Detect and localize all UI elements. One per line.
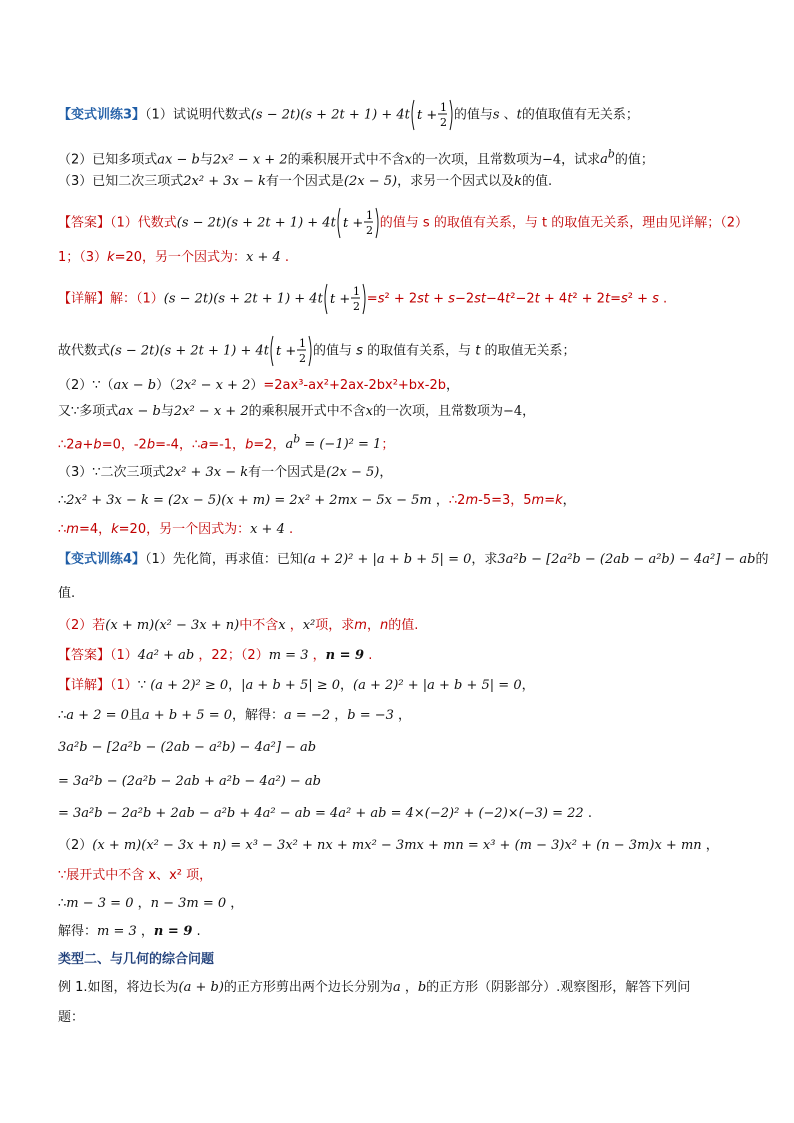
exercise-4-cont: 值. [58, 586, 76, 601]
example-1-line-1: 例 1.如图，将边长为(a + b)的正方形剪出两个边长分别为a ，b的正方形（阴影部分）.观察图形，解答下列问 [58, 980, 691, 995]
detail-4-line-1: 【详解】（1）∵ (a + 2)² ≥ 0，|a + b + 5| ≥ 0，(a + 2)² + |a + b + 5| = 0， [58, 678, 535, 693]
exercise-4-part-2: （2）若(x + m)(x² − 3x + n)中不含x ，x²项，求m，n的值. [58, 618, 419, 633]
detail-4-line-6: （2）(x + m)(x² − 3x + n) = x³ − 3x² + nx + mx² − 3mx + mn = x³ + (m − 3)x² + (n − 3m)x + mn ， [58, 838, 719, 853]
section-heading-type-2: 类型二、与几何的综合问题 [58, 952, 215, 967]
svg-text:1: 1 [352, 285, 360, 298]
svg-text:1: 1 [365, 209, 373, 222]
detail-3-line-5: ∴2a+b=0，-2b=-4，∴a=-1，b=2，$a^b = (-1)^2 = 1$； [58, 433, 395, 453]
svg-text:t +: t + [416, 108, 438, 123]
detail-4-line-9: 解得：m = 3 ，n = 9 . [58, 924, 201, 939]
detail-4-line-8: ∴m − 3 = 0 ，n − 3m = 0 ， [58, 896, 244, 911]
detail-4-line-3: 3a²b − [2a²b − (2ab − a²b) − 4a²] − ab [58, 740, 317, 755]
exercise-3-part-3: （3）已知二次三项式2x² + 3x − k有一个因式是(2x − 5)，求另一个因式以及k的值. [58, 174, 553, 189]
detail-3-line-1: 【详解】解：（1）(s − 2t)(s + 2t + 1) + 4t t + 1 2 =s² + 2st + s−2st−4t²−2t + 4t² + 2t=s² + s . [58, 282, 667, 316]
exercise-4-part-1: 【变式训练4】（1）先化简，再求值：已知(a + 2)² + |a + b + 5| = 0，求3a²b − [2a²b − (2ab − a²b) − 4a²] − ab的 [58, 552, 769, 567]
exercise-3-part-2: （2）已知多项式ax − b与2x² − x + 2的乘积展开式中不含x的一次项，且常数项为−4，试求$a^b$的值； [58, 148, 654, 168]
svg-text:2: 2 [352, 300, 360, 313]
svg-text:2: 2 [439, 116, 447, 129]
example-1-line-2: 题： [58, 1010, 85, 1025]
answer-4: 【答案】（1）4a² + ab ，22；（2）m = 3 ，n = 9 . [58, 648, 373, 663]
detail-3-line-6: （3）∵二次三项式2x² + 3x − k有一个因式是(2x − 5)， [58, 465, 393, 480]
answer-3-line-2: 1；（3）k=20，另一个因式为：x + 4 . [58, 250, 290, 265]
fraction-t-plus-half-3 [323, 282, 367, 316]
svg-text:2: 2 [365, 224, 373, 237]
fraction-t-plus-half [410, 98, 454, 132]
svg-text:2: 2 [299, 352, 307, 365]
answer-3-line-1: 【答案】（1）代数式(s − 2t)(s + 2t + 1) + 4t t + 1 2 的值与 s 的取值有关系，与 t 的取值无关系，理由见详解；（2） [58, 206, 748, 240]
detail-4-line-5: = 3a²b − 2a²b + 2ab − a²b + 4a² − ab = 4a² + ab = 4×(−2)² + (−2)×(−3) = 22 . [58, 806, 592, 821]
detail-4-line-7: ∵展开式中不含 x、x² 项， [58, 868, 213, 883]
detail-3-line-8: ∴m=4，k=20，另一个因式为：x + 4 . [58, 522, 294, 537]
svg-text:t +: t + [276, 344, 297, 359]
fraction-t-plus-half-4 [269, 334, 313, 368]
detail-3-line-4: 又∵多项式ax − b与2x² − x + 2的乘积展开式中不含x的一次项，且常数项为−4， [58, 404, 536, 419]
fraction-t-plus-half-2 [336, 206, 380, 240]
svg-text:1: 1 [299, 337, 307, 350]
svg-text:t +: t + [342, 216, 364, 231]
svg-text:t +: t + [329, 292, 351, 307]
svg-text:1: 1 [439, 101, 447, 114]
detail-4-line-4: = 3a²b − (2a²b − 2ab + a²b − 4a²) − ab [58, 774, 321, 789]
detail-3-line-2: 故代数式(s − 2t)(s + 2t + 1) + 4t t + 1 2 的值与 s 的取值有关系，与 t 的取值无关系； [58, 334, 575, 368]
detail-3-line-7: ∴2x² + 3x − k = (2x − 5)(x + m) = 2x² + 2mx − 5x − 5m ，∴2m-5=3，5m=k， [58, 493, 576, 508]
detail-4-line-2: ∴a + 2 = 0且a + b + 5 = 0，解得：a = −2 ，b = −3 ， [58, 708, 412, 723]
exercise-3-part-1: 【变式训练3】（1）试说明代数式(s − 2t)(s + 2t + 1) + 4t t + 1 2 的值与s 、t的值取值有无关系； [58, 98, 639, 132]
detail-3-line-3: （2）∵（ax − b）（2x² − x + 2）=2ax³-ax²+2ax-2bx²+bx-2b， [58, 378, 459, 393]
